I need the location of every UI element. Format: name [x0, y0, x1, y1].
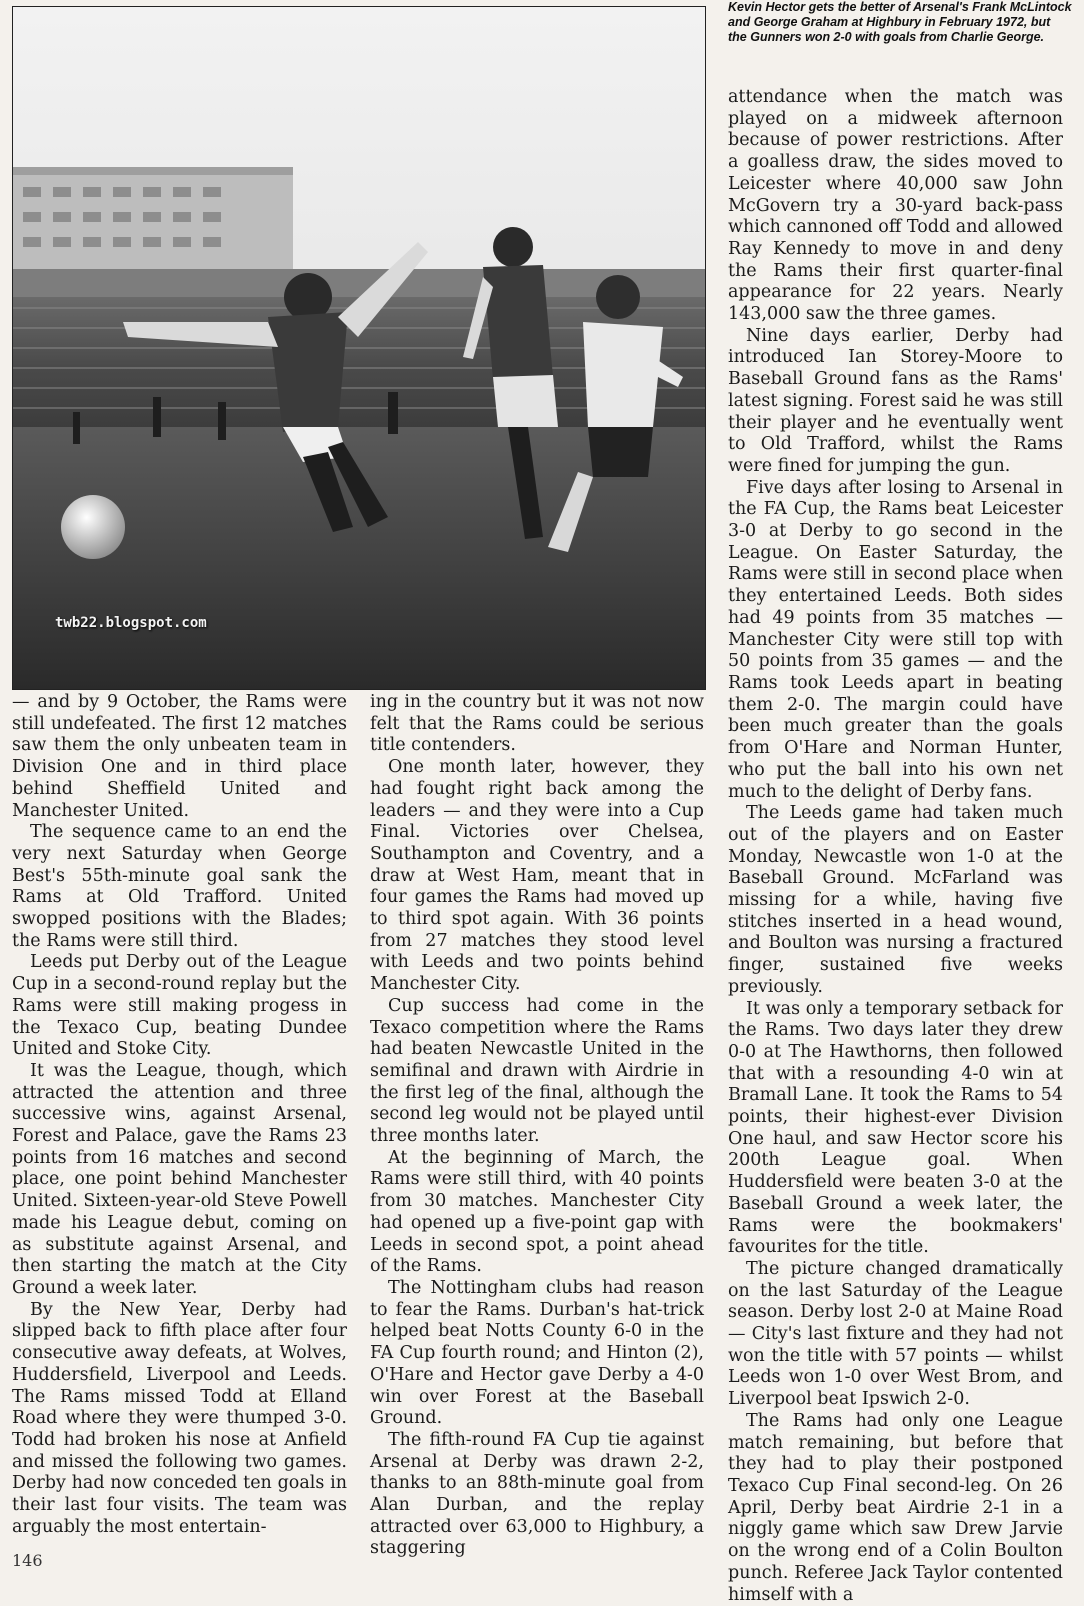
match-photo-illustration — [13, 7, 705, 689]
paragraph: attendance when the match was played on a midweek afternoon because of power restrictions. After a goalless draw, the sides moved to Leicester where 40,000 saw John McGovern try a 30-yard back-pass which cannoned off Todd and allowed Ray Kennedy to move in and deny the Rams their first quarter-final appearance for 22 years. Nearly 143,000 saw the three games. — [728, 87, 1063, 325]
paragraph: The sequence came to an end the very next Saturday when George Best's 55th-minute goal sank the Rams at Old Trafford. United swopped positions with the Blades; the Rams were still third. — [12, 822, 347, 951]
paragraph: ing in the country but it was not now felt that the Rams could be serious title contenders. — [370, 692, 704, 756]
match-photo — [12, 6, 706, 690]
page-number: 146 — [12, 1551, 43, 1570]
paragraph: At the beginning of March, the Rams were still third, with 40 points from 30 matches. Manchester City had opened up a five-point gap with Leeds in second spot, a point ahead of the Rams. — [370, 1147, 704, 1277]
text-column-3 — [728, 87, 1063, 1606]
paragraph: — and by 9 October, the Rams were still undefeated. The first 12 matches saw them the only unbeaten team in Division One and in third place behind Sheffield United and Manchester United. — [12, 692, 347, 821]
text-column-1 — [12, 692, 347, 1538]
paragraph: One month later, however, they had fought right back among the leaders — and they were into a Cup Final. Victories over Chelsea, Southampton and Coventry, and a draw at West Ham, meant that in four games the Rams had moved up to third spot again. With 36 points from 27 matches they stood level with Leeds and two points behind Manchester City. — [370, 757, 704, 995]
paragraph: The Nottingham clubs had reason to fear the Rams. Durban's hat-trick helped beat Notts County 6-0 in the FA Cup fourth round; and Hinton (2), O'Hare and Hector gave Derby a 4-0 win over Forest at the Baseball Ground. — [370, 1277, 704, 1429]
paragraph: Cup success had come in the Texaco competition where the Rams had beaten Newcastle United in the semifinal and drawn with Airdrie in the first leg of the final, although the second leg would not be played until three months later. — [370, 995, 704, 1147]
paragraph: The Rams had only one League match remaining, but before that they had to play their postponed Texaco Cup Final second-leg. On 26 April, Derby beat Airdrie 2-1 in a niggly game which saw Drew Jarvie on the wrong end of a Colin Boulton punch. Referee Jack Taylor contented himself with a — [728, 1410, 1063, 1605]
paragraph: The fifth-round FA Cup tie against Arsenal at Derby was drawn 2-2, thanks to an 88th-minute goal from Alan Durban, and the replay attracted over 63,000 to Highbury, a staggering — [370, 1429, 704, 1559]
paragraph: It was only a temporary setback for the Rams. Two days later they drew 0-0 at The Hawthorns, then followed that with a resounding 4-0 win at Bramall Lane. It took the Rams to 54 points, their highest-ever Division One haul, and saw Hector score his 200th League goal. When Huddersfield were beaten 3-0 at the Baseball Ground a week later, the Rams were the bookmakers' favourites for the title. — [728, 998, 1063, 1258]
paragraph: It was the League, though, which attracted the attention and three successive wins, against Arsenal, Forest and Palace, gave the Rams 23 points from 16 matches and second place, one point behind Manchester United. Sixteen-year-old Steve Powell made his League debut, coming on as substitute against Arsenal, and then starting the match at the City Ground a week later. — [12, 1060, 347, 1298]
paragraph: Five days after losing to Arsenal in the FA Cup, the Rams beat Leicester 3-0 at Derby to go second in the League. On Easter Saturday, the Rams were still in second place when they entertained Leeds. Both sides had 49 points from 35 matches — Manchester City were still top with 50 points from 35 games — and the Rams took Leeds apart in beating them 2-0. The margin could have been much greater than the goals from O'Hare and Norman Hunter, who put the ball into his own net much to the delight of Derby fans. — [728, 477, 1063, 802]
paragraph: Nine days earlier, Derby had introduced Ian Storey-Moore to Baseball Ground fans as the Rams' latest signing. Forest said he was still their player and he eventually went to Old Trafford, whilst the Rams were fined for jumping the gun. — [728, 325, 1063, 476]
photo-caption: Kevin Hector gets the better of Arsenal's Frank McLintock and George Graham at Highbury in February 1972, but the Gunners won 2-0 with goals from Charlie George. — [728, 0, 1072, 44]
photo-watermark: twb22.blogspot.com — [55, 615, 207, 631]
paragraph: The Leeds game had taken much out of the players and on Easter Monday, Newcastle won 1-0 at the Baseball Ground. McFarland was missing for a while, having five stitches inserted in a head wound, and Boulton was nursing a fractured finger, sustained five weeks previously. — [728, 803, 1063, 997]
paragraph: The picture changed dramatically on the last Saturday of the League season. Derby lost 2-0 at Maine Road — City's last fixture and they had not won the title with 57 points — whilst Leeds won 1-0 over West Brom, and Liverpool beat Ipswich 2-0. — [728, 1258, 1063, 1410]
text-column-2 — [370, 692, 704, 1560]
paragraph: By the New Year, Derby had slipped back to fifth place after four consecutive away defeats, at Wolves, Huddersfield, Liverpool and Leeds. The Rams missed Todd at Elland Road where they were thumped 3-0. Todd had broken his nose at Anfield and missed the following two games. Derby had now conceded ten goals in their last four visits. The team was arguably the most entertain- — [12, 1299, 347, 1537]
paragraph: Leeds put Derby out of the League Cup in a second-round replay but the Rams were still making progess in the Texaco Cup, beating Dundee United and Stoke City. — [12, 952, 347, 1060]
